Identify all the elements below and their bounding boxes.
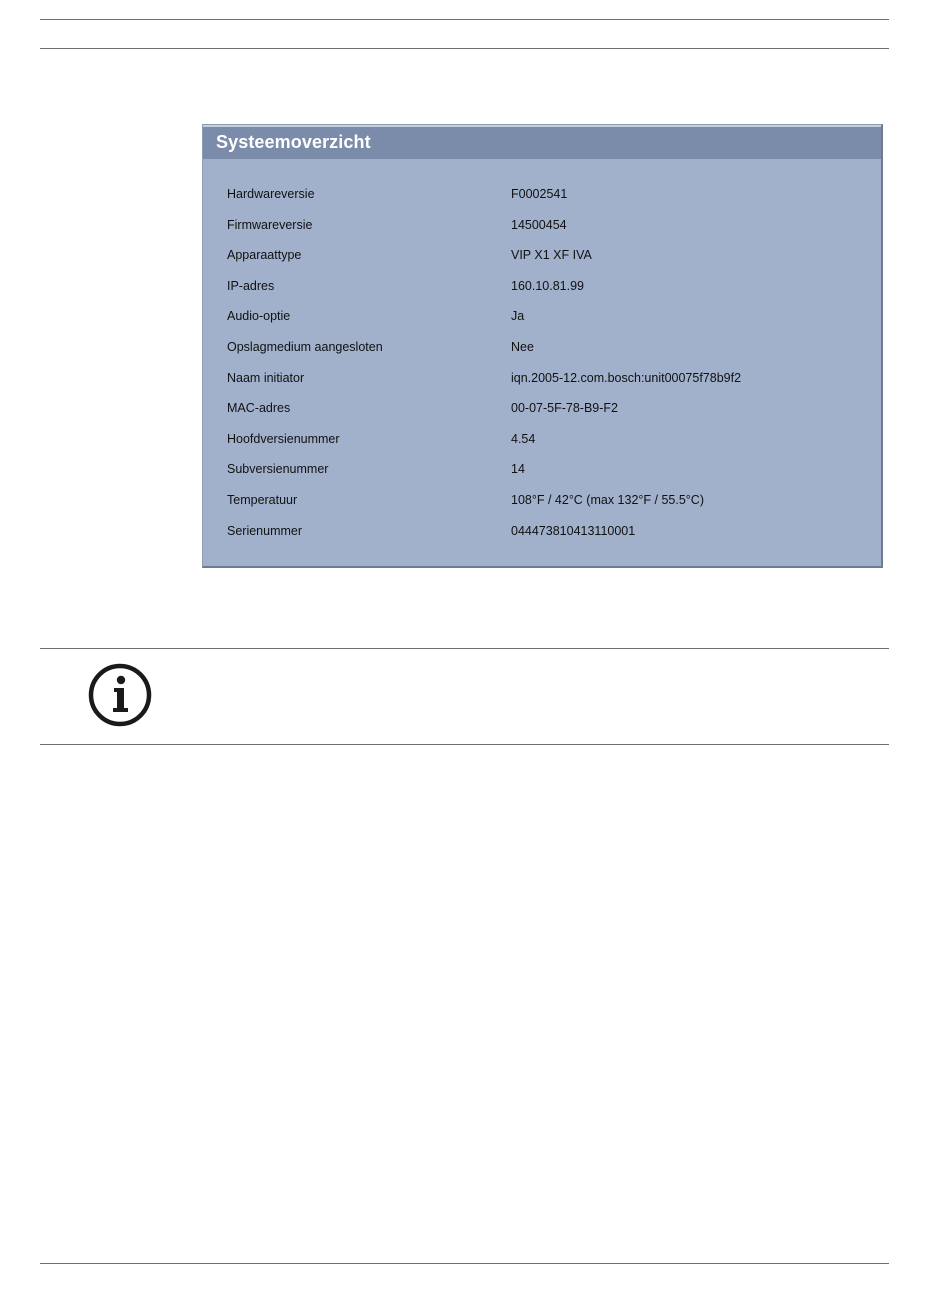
row-label: MAC-adres: [227, 401, 291, 416]
overview-row-apparaattype: [227, 246, 867, 277]
overview-row-subversienummer: [227, 460, 867, 491]
row-label: Temperatuur: [227, 492, 298, 507]
row-value: VIP X1 XF IVA: [511, 248, 592, 263]
row-label: Subversienummer: [227, 462, 329, 477]
row-value: 108°F / 42°C (max 132°F / 55.5°C): [511, 492, 704, 507]
overview-rows: [227, 185, 867, 552]
overview-row-naam-initiator: [227, 369, 867, 400]
panel-title: Systeemoverzicht: [216, 132, 371, 152]
row-value: 14: [511, 462, 525, 477]
overview-row-audio-optie: [227, 307, 867, 338]
system-overview-panel: [202, 124, 883, 568]
row-label: Hardwareversie: [227, 187, 315, 201]
row-label: Firmwareversie: [227, 217, 313, 232]
row-value: 044473810413110001: [511, 523, 636, 538]
info-icon: [88, 663, 152, 727]
overview-row-hoofdversienummer: [227, 430, 867, 461]
row-label: Opslagmedium aangesloten: [227, 339, 383, 354]
row-label: IP-adres: [227, 278, 275, 293]
row-value: 14500454: [511, 217, 567, 232]
row-label: Audio-optie: [227, 309, 291, 324]
row-label: Hoofdversienummer: [227, 431, 340, 446]
note-rule-top: [40, 648, 889, 649]
row-value: F0002541: [511, 187, 568, 201]
row-value: iqn.2005-12.com.bosch:unit00075f78b9f2: [511, 370, 742, 385]
overview-row-temperatuur: [227, 491, 867, 522]
row-value: 4.54: [511, 431, 536, 446]
header-rule-bottom: [40, 48, 889, 49]
row-label: Serienummer: [227, 523, 303, 538]
header-rule-top: [40, 19, 889, 20]
note-rule-bottom: [40, 744, 889, 745]
row-label: Naam initiator: [227, 370, 305, 385]
overview-row-opslagmedium: [227, 338, 867, 369]
panel-header: [203, 125, 881, 159]
overview-row-firmwareversie: [227, 216, 867, 247]
row-value: 160.10.81.99: [511, 278, 584, 293]
overview-row-serienummer: [227, 522, 867, 553]
overview-row-mac-adres: [227, 399, 867, 430]
footer-rule: [40, 1263, 889, 1264]
row-label: Apparaattype: [227, 248, 302, 263]
row-value: 00-07-5F-78-B9-F2: [511, 401, 618, 416]
row-value: Nee: [511, 339, 534, 354]
row-value: Ja: [511, 309, 525, 324]
overview-row-hardwareversie: [227, 185, 867, 216]
overview-row-ip-adres: [227, 277, 867, 308]
